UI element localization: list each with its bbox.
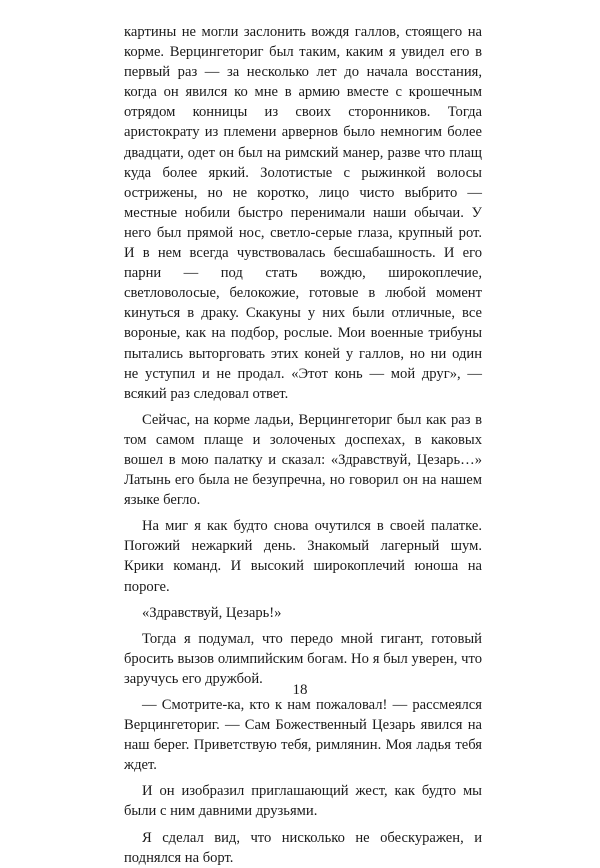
paragraph-3: На миг я как будто снова очутился в своей палатке. Погожий нежаркий день. Знакомый лагерный шум. Крики команд. И высокий широкоплечий юноша на пороге. <box>124 518 482 595</box>
paragraph-4: «Здравствуй, Цезарь!» <box>142 604 282 621</box>
paragraph-5: Тогда я подумал, что передо мной гигант, готовый бросить вызов олимпийским богам. Но я был уверен, что заручусь его дружбой. <box>124 630 482 687</box>
body-text <box>124 22 482 868</box>
paragraph-7: И он изобразил приглашающий жест, как будто мы были с ним давними друзьями. <box>124 783 482 820</box>
paragraph-1: картины не могли заслонить вождя галлов, стоящего на корме. Верцингеториг был таким, каким я увидел его в первый раз — за несколько лет до начала восстания, когда он явился ко мне в армию вместе с крошечным отрядом конницы из своих сторонников. Тогда аристократу из племени арвернов было немногим более двадцати, одет он был на римский манер, разве что плащ куда более яркий. Золотистые с рыжинкой волосы острижены, но не коротко, лицо чисто выбрито — местные нобили быстро перенимали наши обычаи. У него был прямой нос, светло-серые глаза, крупный рот. И в нем всегда чувствовалась бесшабашность. И его парни — под стать вождю, широкоплечие, светловолосые, белокожие, готовые в любой момент кинуться в драку. Скакуны у них были отличные, все вороные, как на подбор, рослые. Мои военные трибуны пытались выторговать этих коней у галлов, но ни один не уступил и не продал. «Этот конь — мой друг», — всякий раз следовал ответ. <box>124 24 482 402</box>
paragraph-2: Сейчас, на корме ладьи, Верцингеториг был как раз в том самом плаще и золоченых доспехах, в каковых вошел в мою палатку и сказал: «Здравствуй, Цезарь…» Латынь его была не безупречна, но говорил он на нашем языке бегло. <box>124 411 482 509</box>
paragraph-8: Я сделал вид, что нисколько не обескуражен, и поднялся на борт. <box>124 829 482 866</box>
paragraph-6: — Смотрите-ка, кто к нам пожаловал! — рассмеялся Верцингеториг. — Сам Божественный Цезарь явился на наш берег. Приветствую тебя, римлянин. Моя ладья тебя ждет. <box>124 697 482 774</box>
page-number: 18 <box>292 682 308 698</box>
